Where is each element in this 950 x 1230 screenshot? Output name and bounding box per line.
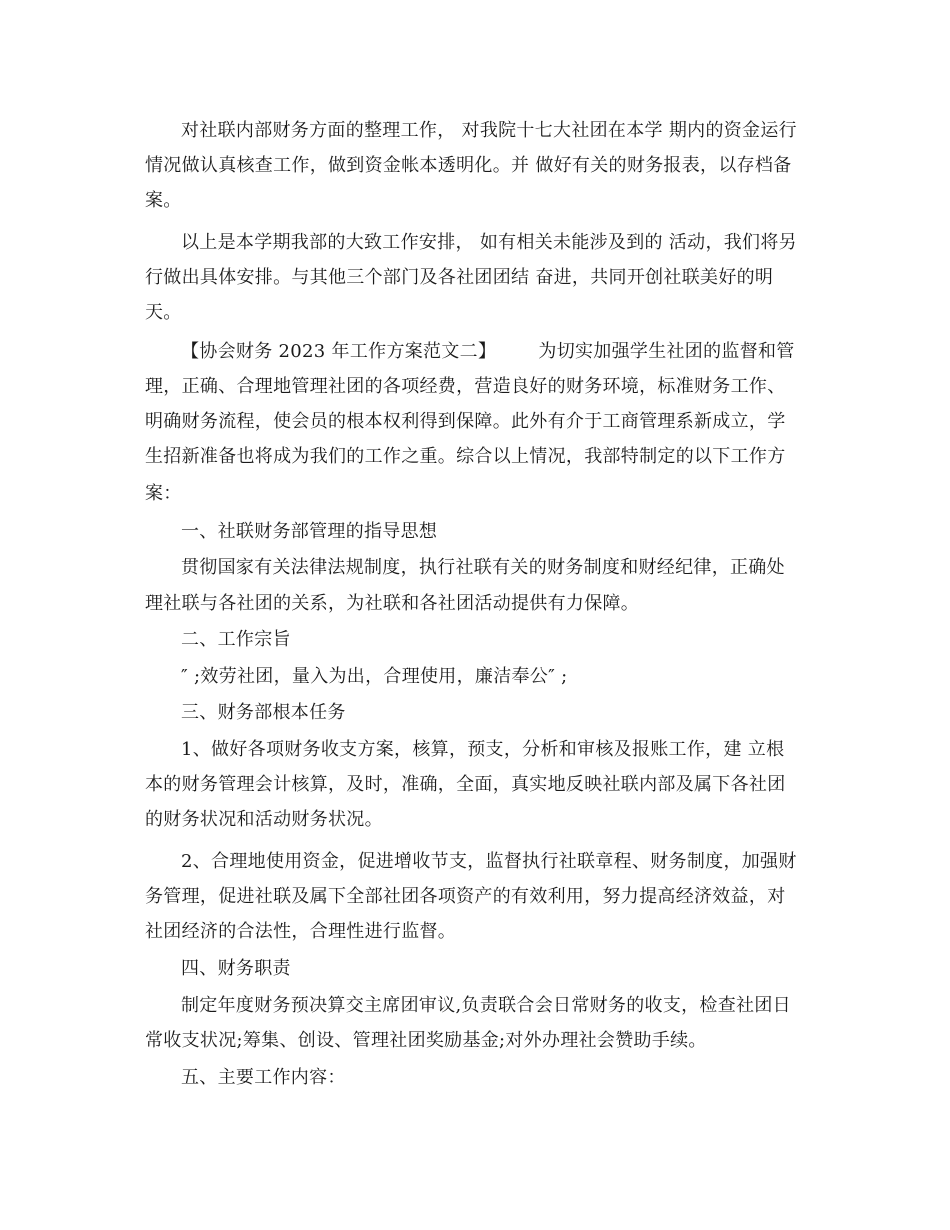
section-heading: 一、社联财务部管理的指导思想 bbox=[181, 521, 438, 542]
text-line: 社团经济的合法性，合理性进行监督。 bbox=[145, 921, 457, 942]
text-line: 制定年度财务预决算交主席团审议,负责联合会日常财务的收支，检查社团日 bbox=[181, 995, 791, 1016]
text-line: 常收支状况;筹集、创设、管理社团奖励基金;对外办理社会赞助手续。 bbox=[145, 1030, 707, 1051]
text-line: 务管理，促进社联及属下全部社团各项资产的有效利用，努力提高经济效益，对 bbox=[145, 886, 786, 907]
text-line: 明确财务流程，使会员的根本权利得到保障。此外有介于工商管理系新成立，学 bbox=[145, 411, 786, 432]
section-heading: 四、财务职责 bbox=[181, 958, 291, 979]
section-heading: 五、主要工作内容： bbox=[181, 1067, 346, 1088]
text-line: 案： bbox=[145, 483, 182, 504]
text-line: 【协会财务 2023 年工作方案范文二】 为切实加强学生社团的监督和管 bbox=[181, 341, 795, 362]
section-heading: 三、财务部根本任务 bbox=[181, 702, 346, 723]
text-line: 天。 bbox=[145, 302, 182, 323]
text-line: 案。 bbox=[145, 190, 182, 211]
section-heading: 二、工作宗旨 bbox=[181, 629, 291, 650]
text-line: 行做出具体安排。与其他三个部门及各社团团结 奋进，共同开创社联美好的明 bbox=[145, 267, 774, 288]
text-line: 贯彻国家有关法律法规制度，执行社联有关的财务制度和财经纪律，正确处 bbox=[181, 557, 785, 578]
text-line: 2、合理地使用资金，促进增收节支，监督执行社联章程、财务制度，加强财 bbox=[181, 851, 797, 872]
text-line: 以上是本学期我部的大致工作安排， 如有相关未能涉及到的 活动，我们将另 bbox=[181, 232, 797, 253]
text-line: 理社联与各社团的关系，为社联和各社团活动提供有力保障。 bbox=[145, 593, 640, 614]
text-line: 1、做好各项财务收支方案，核算，预支，分析和审核及报账工作，建 立根 bbox=[181, 739, 785, 760]
text-line: 本的财务管理会计核算，及时，准确，全面，真实地反映社联内部及属下各社团 bbox=[145, 774, 786, 795]
text-line: 情况做认真核查工作，做到资金帐本透明化。并 做好有关的财务报表，以存档备 bbox=[145, 155, 792, 176]
text-line: 理，正确、合理地管理社团的各项经费，营造良好的财务环境，标准财务工作、 bbox=[145, 376, 786, 397]
text-line: ″ ;效劳社团，量入为出，合理使用，廉洁奉公″ ; bbox=[181, 666, 568, 687]
text-line: 生招新准备也将成为我们的工作之重。综合以上情况，我部特制定的以下工作方 bbox=[145, 446, 786, 467]
text-line: 的财务状况和活动财务状况。 bbox=[145, 809, 383, 830]
text-line: 对社联内部财务方面的整理工作， 对我院十七大社团在本学 期内的资金运行 bbox=[181, 120, 797, 141]
